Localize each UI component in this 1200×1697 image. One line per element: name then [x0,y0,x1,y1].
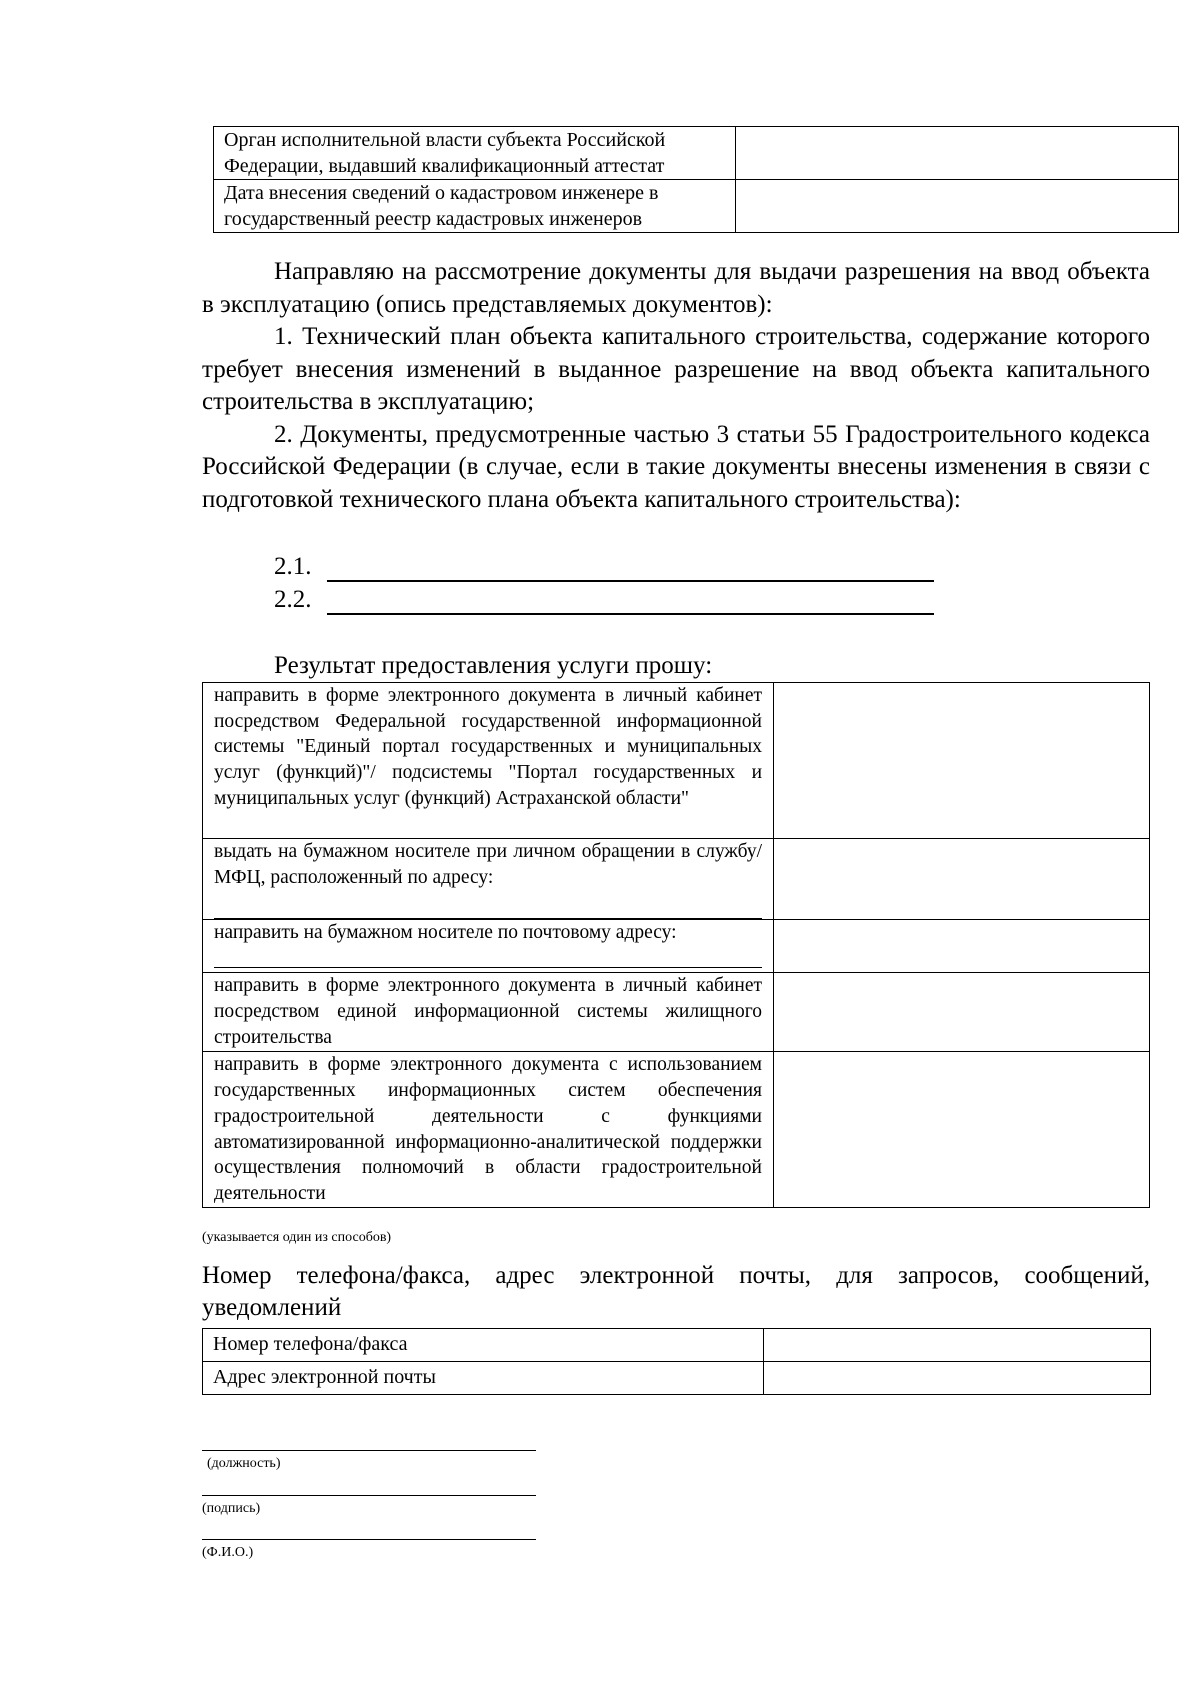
option-epgu-choice-cell[interactable] [774,683,1150,839]
position-label: (должность) [207,1456,281,1471]
option-mfc-choice-cell[interactable] [774,839,1150,920]
table-row [203,973,1150,1052]
full-name-line[interactable] [202,1539,536,1540]
phone-fax-value-cell[interactable] [764,1329,1151,1362]
option-gisogd-choice-cell[interactable] [774,1052,1150,1207]
table-row [203,1052,1150,1207]
option-gisogd-label: направить в форме электронного документа с использованием государственных информационных систем обеспечения градостроительной деятельности с функциями автоматизированной информационно-аналитической поддержки осуществления полномочий в области градостроительной деятельности [203,1052,774,1207]
sub-item-2-2-blank[interactable] [327,613,934,615]
contacts-title: Номер телефона/факса, адрес электронной почты, для запросов, сообщений, уведомлений [202,1262,1150,1321]
table-row [203,683,1150,839]
documents-list-section [202,256,1150,516]
phone-fax-label: Номер телефона/факса [203,1329,764,1362]
position-line[interactable] [202,1450,536,1451]
post-address-blank[interactable] [214,967,762,968]
signature-line[interactable] [202,1495,536,1496]
registry-date-label: Дата внесения сведений о кадастровом инженере в государственный реестр кадастровых инженеров [214,180,736,233]
table-row [214,127,1179,180]
option-mfc-label: выдать на бумажном носителе при личном обращении в службу/МФЦ, расположенный по адресу: [214,841,762,888]
authority-value-cell[interactable] [736,127,1179,180]
method-note: (указывается один из способов) [202,1230,392,1245]
option-post-label: направить на бумажном носителе по почтовому адресу: [214,922,677,944]
option-post-choice-cell[interactable] [774,920,1150,973]
item-2-paragraph: 2. Документы, предусмотренные частью 3 статьи 55 Градостроительного кодекса Российской Федерации (в случае, если в такие документы внесены изменения в связи с подготовкой технического плана объекта капитального строительства): [202,420,1150,513]
sub-item-2-1-blank[interactable] [327,580,934,582]
contacts-table [202,1328,1151,1395]
table-row [203,839,1150,920]
option-eisgs-label: направить в форме электронного документа в личный кабинет посредством единой информационной системы жилищного строительства [203,973,774,1052]
table-row [203,1329,1151,1362]
email-value-cell[interactable] [764,1362,1151,1395]
result-method-table [202,682,1150,1208]
table-row [214,180,1179,233]
table-row [203,1362,1151,1395]
registry-date-value-cell[interactable] [736,180,1179,233]
full-name-label: (Ф.И.О.) [202,1545,254,1560]
sub-item-2-1-label: 2.1. [274,553,312,580]
option-eisgs-choice-cell[interactable] [774,973,1150,1052]
engineer-info-table [213,126,1179,233]
intro-paragraph: Направляю на рассмотрение документы для выдачи разрешения на ввод объекта в эксплуатацию (опись представляемых документов): [202,258,1150,318]
email-label: Адрес электронной почты [203,1362,764,1395]
item-1-paragraph: 1. Технический план объекта капитального строительства, содержание которого требует внесения изменений в выданное разрешение на ввод объекта капитального строительства в эксплуатацию; [202,323,1150,415]
table-row [203,920,1150,973]
signature-label: (подпись) [202,1501,261,1516]
sub-item-2-2-label: 2.2. [274,586,312,613]
result-title: Результат предоставления услуги прошу: [274,652,713,679]
option-epgu-label: направить в форме электронного документа в личный кабинет посредством Федеральной государственной информационной системы "Единый портал государственных и муниципальных услуг (функций)"/ подсистемы "Портал государственных и муниципальных услуг (функций) Астраханской области" [203,683,774,839]
authority-label: Орган исполнительной власти субъекта Российской Федерации, выдавший квалификационный аттестат [214,127,736,180]
